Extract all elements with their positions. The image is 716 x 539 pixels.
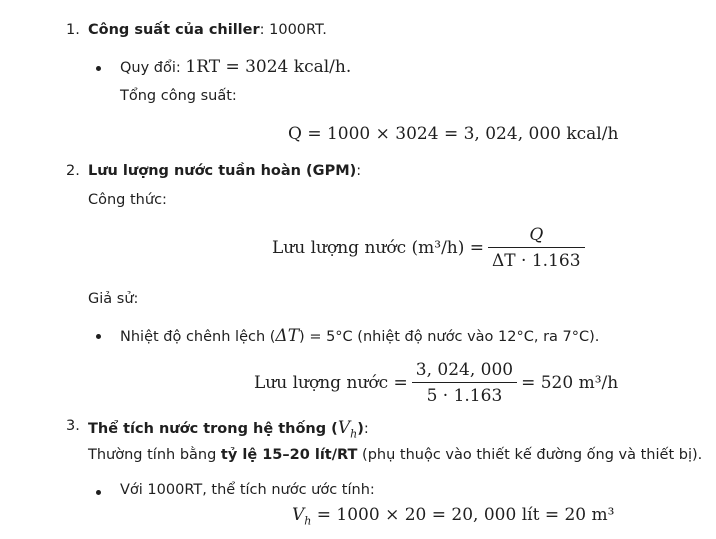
result-lhs: Lưu lượng nước = [254, 373, 408, 393]
bullet-text-b: ) = 5°C (nhiệt độ nước vào 12°C, ra 7°C). [299, 329, 600, 345]
item-3-heading [88, 418, 369, 440]
list-number-1: 1. [66, 22, 80, 38]
fraction-denominator: ΔT · 1.163 [492, 251, 581, 271]
vh-var: V [337, 418, 351, 438]
item-1-title: Công suất của chiller [88, 22, 260, 38]
item-3-title-close: ) [357, 421, 364, 437]
flow-formula [272, 225, 589, 271]
item-3-title-rest: : [363, 421, 369, 437]
vh-sub: h [350, 427, 358, 441]
item-3-line [88, 447, 702, 463]
item-2-bullet [120, 326, 599, 346]
result-rhs: = 520 m³/h [521, 373, 619, 393]
flow-formula-fraction [488, 225, 585, 271]
item-1-heading [88, 22, 327, 38]
flow-result-equation [254, 360, 618, 406]
item-3-bullet: Với 1000RT, thể tích nước ước tính: [120, 482, 375, 498]
item-2-heading [88, 163, 361, 179]
fraction-numerator: Q [529, 225, 544, 245]
bullet-dot [96, 490, 101, 495]
assume-label: Giả sử: [88, 291, 139, 307]
eq-var: V [292, 505, 305, 525]
formula-label: Công thức: [88, 192, 167, 208]
line-b: (phụ thuộc vào thiết kế đường ống và thiết bị). [357, 447, 703, 463]
result-numerator: 3, 024, 000 [415, 360, 514, 380]
conversion-math: 1RT = 3024 kcal/h. [185, 57, 352, 77]
flow-formula-lhs: Lưu lượng nước (m³/h) = [272, 238, 485, 258]
delta-t-math: ΔT [275, 326, 300, 346]
vh-math [337, 418, 358, 441]
list-number-3: 3. [66, 418, 80, 434]
item-1-sub-label: Tổng công suất: [120, 88, 237, 104]
item-1-bullet [120, 57, 351, 77]
item-1-title-rest: : 1000RT. [259, 22, 327, 38]
item-3-title: Thể tích nước trong hệ thống ( [88, 421, 338, 437]
line-bold: tỷ lệ 15–20 lít/RT [220, 447, 358, 463]
line-a: Thường tính bằng [88, 447, 221, 463]
eq-sub: h [304, 514, 312, 528]
item-2-title: Lưu lượng nước tuần hoàn (GPM) [88, 163, 357, 179]
eq-rest: = 1000 × 20 = 20, 000 lít = 20 m³ [311, 505, 615, 525]
bullet-prefix: Quy đổi: [120, 60, 186, 76]
bullet-dot [96, 334, 101, 339]
list-number-2: 2. [66, 163, 80, 179]
bullet-dot [96, 66, 101, 71]
bullet-text-a: Nhiệt độ chênh lệch ( [120, 329, 276, 345]
volume-equation [292, 505, 614, 527]
result-denominator: 5 · 1.163 [426, 386, 503, 406]
item-2-title-rest: : [356, 163, 362, 179]
capacity-equation: Q = 1000 × 3024 = 3, 024, 000 kcal/h [288, 124, 619, 144]
result-fraction [412, 360, 517, 406]
